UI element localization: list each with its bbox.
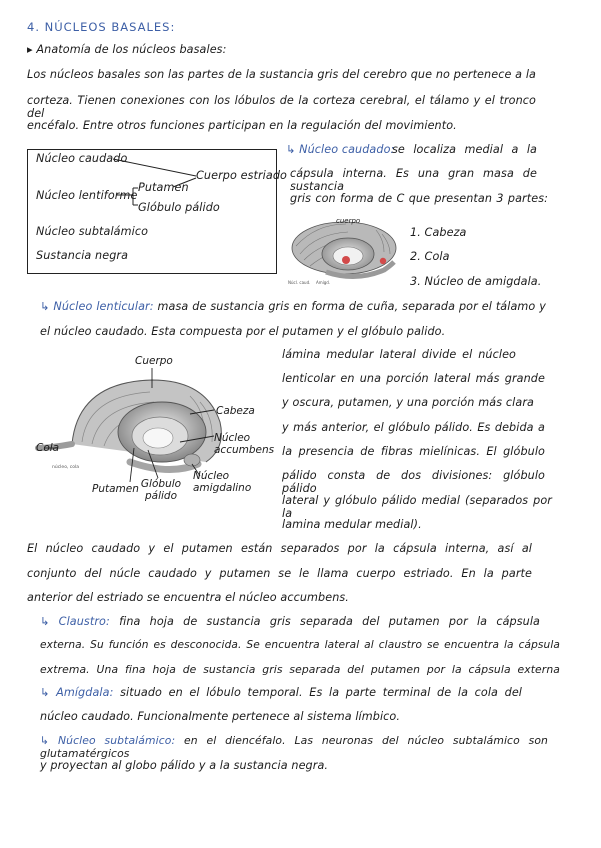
subtalamico-text1: en el diencéfalo. Las neuronas del núcleo subtalámico son glutamatérgicos [40, 734, 548, 760]
amigdala-line1 [40, 686, 522, 699]
caudado-line: cápsula interna. Es una gran masa de sustancia [290, 167, 537, 193]
page-title: 4. NÚCLEOS BASALES: [27, 20, 176, 34]
lamina-line: y más anterior, el glóbulo pálido. Es debida a [282, 421, 545, 434]
fig2-cabeza: Cabeza [216, 405, 255, 417]
subtalamico-term: ↳ Núcleo subtalámico: [40, 734, 176, 747]
claustro-term: ↳ Claustro: [40, 615, 110, 628]
lenticular-term: ↳ Núcleo lenticular: [40, 300, 154, 313]
lamina-line: lateral y glóbulo pálido medial (separados por la [282, 494, 552, 520]
lamina-line: y oscura, putamen, y una porción más clara [282, 396, 534, 409]
box-subtalamico: Núcleo subtalámico [36, 225, 149, 238]
estriado-line: anterior del estriado se encuentra el núcleo accumbens. [27, 591, 349, 604]
fig2-putamen: Putamen [92, 483, 139, 495]
estriado-line: El núcleo caudado y el putamen están separados por la cápsula interna, así al [27, 542, 532, 555]
lamina-line: lamina medular medial). [282, 518, 422, 531]
lenticular-text1: masa de sustancia gris en forma de cuña, separada por el tálamo y [157, 300, 546, 313]
caudado-term [286, 143, 394, 156]
fig1-small1: Núcl. caud. [288, 280, 311, 285]
box-globulo: Glóbulo pálido [138, 201, 220, 214]
caudado-term-label: ↳ Núcleo caudado: [286, 143, 395, 156]
intro-line: encéfalo. Entre otros funciones participan en la regulación del movimiento. [27, 119, 457, 132]
box-putamen: Putamen [138, 181, 189, 194]
fig2-globulo: Glóbulo pálido [140, 478, 182, 502]
fig2-small: núcleo, cola [52, 465, 80, 470]
claustro-line2: externa. Su función es desconocida. Se encuentra lateral al claustro se encuentra la cápsula [40, 639, 560, 651]
intro-line: corteza. Tienen conexiones con los lóbulos de la corteza cerebral, el tálamo y el tronco del [27, 94, 536, 120]
lamina-line: la presencia de fibras mielínicas. El glóbulo [282, 445, 545, 458]
caudado-part: 3. Núcleo de amigdala. [410, 275, 542, 288]
lenticular-line2: el núcleo caudado. Esta compuesta por el putamen y el glóbulo palido. [40, 325, 446, 338]
claustro-line3: extrema. Una fina hoja de sustancia gris separada del putamen por la cápsula externa [40, 663, 560, 676]
subtalamico-line1 [40, 734, 548, 760]
box-estriado: Cuerpo estriado [196, 169, 287, 182]
claustro-line1 [40, 615, 540, 628]
caudado-part: 1. Cabeza [410, 226, 467, 239]
subtalamico-line2: y proyectan al globo pálido y a la sustancia negra. [40, 759, 329, 772]
box-negra: Sustancia negra [36, 249, 129, 262]
box-lentiforme: Núcleo lentiforme [36, 189, 138, 202]
amigdala-line2: núcleo caudado. Funcionalmente pertenece al sistema límbico. [40, 710, 401, 723]
amigdala-text1: situado en el lóbulo temporal. Es la parte terminal de la cola del [120, 686, 523, 699]
caudado-line: se localiza medial a la [392, 143, 537, 156]
fig1-cuerpo: cuerpo [336, 217, 361, 225]
fig2-cola: Cola [36, 442, 60, 454]
fig1-small2: Amígd. [316, 280, 331, 285]
amigdala-term: ↳ Amígdala: [40, 686, 114, 699]
claustro-text1: fina hoja de sustancia gris separada del putamen por la cápsula [119, 615, 541, 628]
lenticular-line1 [40, 300, 546, 313]
fig2-amigdalino: Núcleo amigdalino [193, 470, 252, 494]
estriado-line: conjunto del núcle caudado y putamen se le llama cuerpo estriado. En la parte [27, 567, 532, 580]
fig2-cuerpo: Cuerpo [135, 355, 173, 367]
caudado-line: gris con forma de C que presentan 3 partes: [290, 192, 548, 205]
box-caudado: Núcleo caudado [36, 152, 128, 165]
lamina-line: lámina medular lateral divide el núcleo [282, 348, 516, 361]
anatomy-subtitle: ▸ Anatomía de los núcleos basales: [27, 43, 227, 56]
caudado-part: 2. Cola [410, 250, 450, 263]
lamina-line: pálido consta de dos divisiones: glóbulo pálido [282, 469, 545, 495]
caudate-illustration [286, 214, 404, 290]
lamina-line: lenticolar en una porción lateral más grande [282, 372, 545, 385]
fig2-accumbens: Núcleo accumbens [214, 432, 275, 456]
intro-line: Los núcleos basales son las partes de la sustancia gris del cerebro que no pertenece a la [27, 68, 536, 81]
